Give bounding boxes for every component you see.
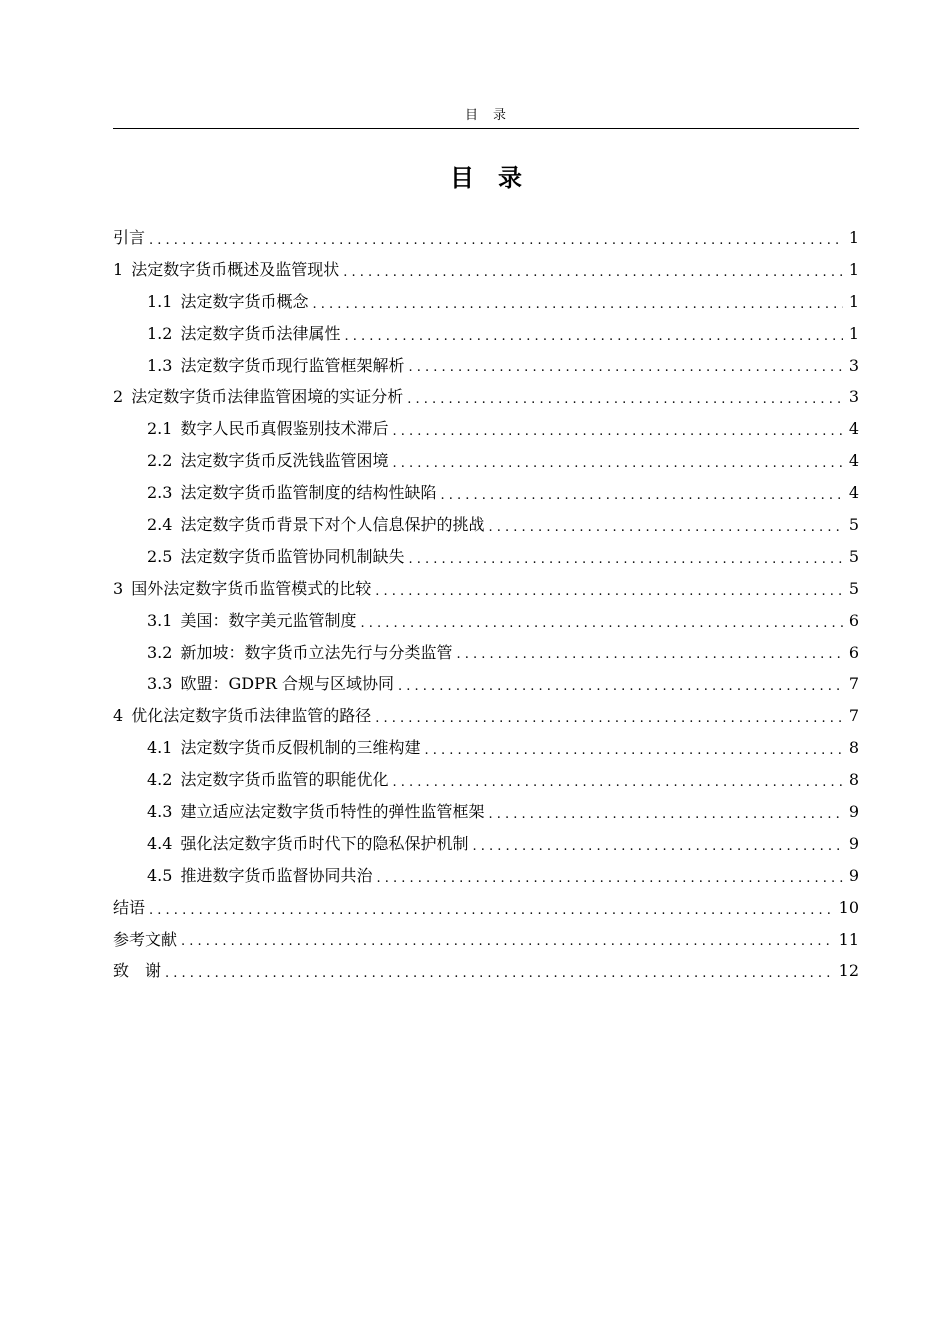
- toc-entry-number: 4.3: [147, 801, 173, 821]
- toc-entry-title: [147, 770, 388, 790]
- toc-entry-title: [147, 674, 394, 694]
- toc-entry-title: [147, 515, 484, 535]
- toc-entry[interactable]: [113, 796, 859, 828]
- toc-entry[interactable]: [113, 286, 859, 318]
- toc-entry-title: [147, 324, 340, 344]
- toc-entry-number: 4.5: [147, 865, 173, 885]
- toc-entry-label: 推进数字货币监督协同共治: [180, 865, 373, 885]
- toc-dot-leader: [375, 585, 843, 605]
- toc-dot-leader: [488, 808, 842, 828]
- toc-entry-label: 法定数字货币监管协同机制缺失: [180, 546, 405, 566]
- running-header: 目 录: [464, 108, 507, 123]
- toc-entry-title: [147, 292, 308, 312]
- toc-dot-leader: [398, 680, 843, 700]
- toc-entry[interactable]: [113, 828, 859, 860]
- toc-entry-number: 3.3: [147, 674, 173, 694]
- toc-dot-leader: [456, 648, 842, 668]
- toc-page-number: 7: [848, 674, 859, 694]
- toc-page-number: 4: [848, 451, 859, 471]
- toc-page-number: 5: [848, 514, 859, 534]
- toc-entry[interactable]: [113, 892, 859, 924]
- table-of-contents: [113, 222, 859, 987]
- toc-entry[interactable]: [113, 605, 859, 637]
- toc-entry[interactable]: [113, 637, 859, 669]
- toc-page-number: 10: [838, 897, 859, 917]
- toc-entry-label: 法定数字货币背景下对个人信息保护的挑战: [180, 514, 485, 534]
- toc-dot-leader: [375, 712, 843, 732]
- toc-dot-leader: [360, 617, 842, 637]
- toc-entry-label: 法定数字货币现行监管框架解析: [180, 355, 405, 375]
- toc-entry-number: 2.5: [147, 546, 173, 566]
- toc-entry[interactable]: [113, 381, 859, 413]
- toc-entry-label: 法定数字货币概述及监管现状: [131, 259, 340, 279]
- toc-page-number: 9: [848, 865, 859, 885]
- toc-entry-title: [113, 260, 339, 280]
- toc-dot-leader: [472, 840, 842, 860]
- toc-entry-number: 3: [113, 578, 124, 598]
- toc-entry-label: 国外法定数字货币监管模式的比较: [131, 578, 372, 598]
- toc-entry[interactable]: [113, 477, 859, 509]
- toc-page-number: 1: [848, 227, 859, 247]
- toc-entry-title: [147, 866, 372, 886]
- toc-entry-label: 法定数字货币监管的职能优化: [180, 770, 389, 790]
- toc-dot-leader: [392, 776, 842, 796]
- toc-entry-label: 法定数字货币概念: [180, 291, 309, 311]
- toc-entry-label: 法定数字货币反假机制的三维构建: [180, 738, 421, 758]
- toc-dot-leader: [312, 298, 842, 318]
- toc-page-number: 9: [848, 833, 859, 853]
- toc-page-number: 6: [848, 642, 859, 662]
- toc-page-number: 1: [848, 323, 859, 343]
- toc-dot-leader: [392, 457, 842, 477]
- toc-entry-label: 数字人民币真假鉴别技术滞后: [180, 419, 389, 439]
- toc-dot-leader: [408, 361, 842, 381]
- toc-entry-title: [147, 483, 436, 503]
- toc-entry-number: 4.1: [147, 738, 173, 758]
- toc-page-number: 12: [838, 961, 859, 981]
- toc-entry-label: 优化法定数字货币法律监管的路径: [131, 706, 372, 726]
- toc-page-number: 8: [848, 770, 859, 790]
- toc-entry[interactable]: [113, 764, 859, 796]
- toc-page-number: 1: [848, 259, 859, 279]
- toc-entry[interactable]: [113, 700, 859, 732]
- toc-dot-leader: [488, 521, 842, 541]
- toc-entry-title: [147, 643, 452, 663]
- toc-entry-label: 法定数字货币法律属性: [180, 323, 341, 343]
- toc-dot-leader: [344, 330, 842, 350]
- toc-entry-label: 建立适应法定数字货币特性的弹性监管框架: [180, 801, 485, 821]
- toc-entry-number: 3.1: [147, 610, 173, 630]
- toc-entry-label: 法定数字货币法律监管困境的实证分析: [131, 387, 404, 407]
- toc-entry-number: 1.3: [147, 355, 173, 375]
- toc-entry-title: [147, 738, 420, 758]
- header-rule: [113, 128, 859, 129]
- toc-entry-number: 2.4: [147, 514, 173, 534]
- toc-dot-leader: [149, 904, 833, 924]
- toc-entry[interactable]: [113, 924, 859, 956]
- toc-entry[interactable]: [113, 860, 859, 892]
- toc-entry[interactable]: [113, 413, 859, 445]
- toc-page-number: 6: [848, 610, 859, 630]
- toc-entry-number: 4.4: [147, 833, 173, 853]
- toc-entry-label: 强化法定数字货币时代下的隐私保护机制: [180, 833, 469, 853]
- toc-page-number: 3: [848, 355, 859, 375]
- toc-entry-number: 4.2: [147, 770, 173, 790]
- toc-entry-title: [147, 451, 388, 471]
- toc-entry-title: [113, 579, 371, 599]
- toc-page-number: 4: [848, 483, 859, 503]
- toc-entry[interactable]: [113, 445, 859, 477]
- toc-entry-number: 2.1: [147, 419, 173, 439]
- toc-dot-leader: [424, 744, 842, 764]
- toc-dot-leader: [181, 935, 833, 955]
- toc-entry-label: 引言: [113, 227, 146, 247]
- toc-entry-title: [113, 228, 145, 248]
- toc-entry-title: [147, 802, 484, 822]
- toc-entry[interactable]: [113, 732, 859, 764]
- toc-dot-leader: [149, 234, 843, 254]
- toc-entry-title: [113, 706, 371, 726]
- toc-entry-title: [147, 834, 468, 854]
- toc-entry-title: [147, 547, 404, 567]
- toc-entry-label: 新加坡：数字货币立法先行与分类监管: [180, 642, 453, 662]
- toc-dot-leader: [343, 266, 843, 286]
- toc-entry-number: 2.2: [147, 451, 173, 471]
- toc-entry-title: [113, 930, 177, 950]
- toc-entry[interactable]: [113, 541, 859, 573]
- toc-dot-leader: [407, 393, 843, 413]
- toc-entry[interactable]: [113, 350, 859, 382]
- toc-entry-title: [113, 961, 161, 981]
- toc-entry-number: 2.3: [147, 483, 173, 503]
- toc-entry-title: [147, 356, 404, 376]
- toc-dot-leader: [376, 872, 842, 892]
- toc-entry-label: 欧盟：GDPR 合规与区域协同: [180, 674, 394, 694]
- toc-entry-title: [113, 898, 145, 918]
- toc-dot-leader: [408, 553, 842, 573]
- toc-entry[interactable]: [113, 222, 859, 254]
- toc-entry-number: 3.2: [147, 642, 173, 662]
- toc-entry-title: [147, 611, 356, 631]
- toc-page-number: 9: [848, 801, 859, 821]
- toc-dot-leader: [392, 425, 842, 445]
- toc-page-number: 5: [848, 546, 859, 566]
- toc-entry-label: 结语: [113, 897, 146, 917]
- toc-entry-label: 致 谢: [113, 961, 162, 981]
- toc-entry-title: [147, 419, 388, 439]
- toc-page-number: 11: [838, 929, 859, 949]
- toc-page-number: 8: [848, 738, 859, 758]
- toc-entry-number: 1: [113, 259, 124, 279]
- toc-page-number: 3: [848, 387, 859, 407]
- toc-dot-leader: [440, 489, 842, 509]
- toc-entry[interactable]: [113, 668, 859, 700]
- toc-entry[interactable]: [113, 573, 859, 605]
- toc-page-number: 1: [848, 291, 859, 311]
- toc-page-number: 4: [848, 419, 859, 439]
- toc-entry-title: [113, 387, 403, 407]
- toc-entry-label: 法定数字货币反洗钱监管困境: [180, 451, 389, 471]
- toc-entry-number: 1.1: [147, 291, 173, 311]
- toc-entry[interactable]: [113, 318, 859, 350]
- toc-page-number: 5: [848, 578, 859, 598]
- toc-entry-number: 2: [113, 387, 124, 407]
- toc-entry-number: 1.2: [147, 323, 173, 343]
- toc-entry-label: 法定数字货币监管制度的结构性缺陷: [180, 483, 437, 503]
- toc-entry[interactable]: [113, 955, 859, 987]
- toc-entry[interactable]: [113, 254, 859, 286]
- toc-page-number: 7: [848, 706, 859, 726]
- toc-entry[interactable]: [113, 509, 859, 541]
- page-title: 目 录: [450, 164, 522, 192]
- toc-entry-label: 参考文献: [113, 929, 178, 949]
- toc-entry-number: 4: [113, 706, 124, 726]
- toc-entry-label: 美国：数字美元监管制度: [180, 610, 357, 630]
- toc-dot-leader: [165, 967, 833, 987]
